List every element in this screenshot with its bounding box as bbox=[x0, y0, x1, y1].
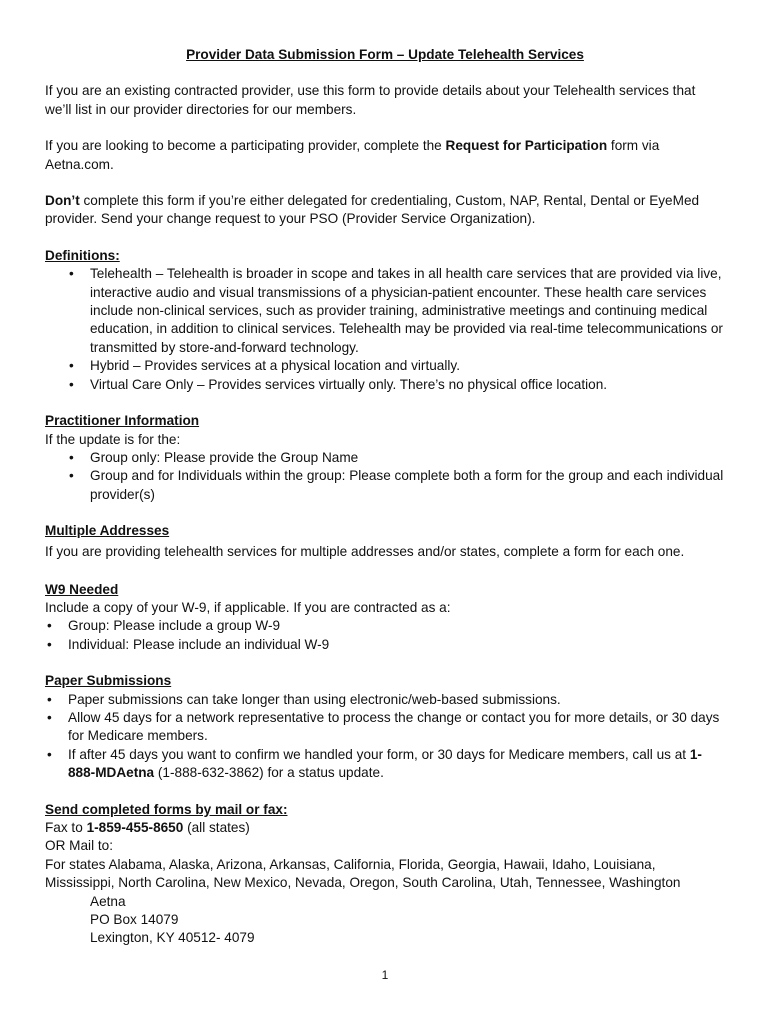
request-for-participation-link: Request for Participation bbox=[445, 138, 608, 154]
bullet-icon: • bbox=[47, 618, 52, 634]
list-item bbox=[45, 617, 725, 635]
list-item bbox=[45, 709, 725, 746]
bullet-icon: • bbox=[69, 358, 74, 374]
dont-text: complete this form if you’re either delegated for credentialing, Custom, NAP, Rental, Dental or EyeMed provider. Send your change request to your PSO (Provider Service Organization). bbox=[45, 193, 700, 227]
list-item bbox=[45, 265, 725, 357]
page-number: 1 bbox=[381, 968, 389, 982]
list-item bbox=[45, 746, 725, 783]
intro-paragraph-existing: If you are an existing contracted provider, use this form to provide details about your Telehealth services that we’ll list in our provider directories for our members. bbox=[45, 83, 696, 117]
list-item bbox=[45, 467, 725, 504]
list-item bbox=[45, 357, 725, 375]
bullet-icon: • bbox=[47, 746, 52, 762]
practitioner-intro: If the update is for the: bbox=[45, 431, 181, 447]
address-line-po-box: PO Box 14079 bbox=[90, 912, 179, 928]
participate-text-before: If you are looking to become a participating provider, complete the bbox=[45, 138, 446, 154]
w9-heading: W9 Needed bbox=[45, 581, 119, 597]
practitioner-group-individuals: Group and for Individuals within the group: Please complete both a form for the group and each individual provider(s) bbox=[90, 468, 724, 502]
w9-intro: Include a copy of your W-9, if applicable. If you are contracted as a: bbox=[45, 599, 451, 615]
participate-text-after: form via Aetna.com. bbox=[45, 138, 660, 172]
bullet-icon: • bbox=[69, 266, 74, 282]
address-line-city: Lexington, KY 40512- 4079 bbox=[90, 930, 255, 946]
definition-virtual: Virtual Care Only – Provides services virtually only. There’s no physical office location. bbox=[90, 376, 608, 392]
page-title: Provider Data Submission Form – Update Telehealth Services bbox=[186, 47, 584, 62]
phone-mdaetna: 1-888-MDAetna bbox=[68, 746, 702, 781]
practitioner-group-only: Group only: Please provide the Group Name bbox=[90, 449, 359, 465]
w9-list bbox=[45, 617, 725, 654]
states-list-text: For states Alabama, Alaska, Arizona, Arkansas, California, Florida, Georgia, Hawaii, Idaho, Louisiana, Mississippi, North Carolina, New Mexico, Nevada, Oregon, South Carolina, Utah, Tennessee, Washington bbox=[45, 856, 681, 891]
address-line-name: Aetna bbox=[90, 893, 126, 909]
fax-text-before: Fax to bbox=[45, 820, 87, 835]
definition-telehealth: Telehealth – Telehealth is broader in scope and takes in all health care services that are provided via live, interactive audio and visual transmissions of a physician-patient encounter. These health care services include non-clinical services, such as provider training, administrative meetings and continuing medical education, in addition to clinical services. Telehealth may be provided via real-time telecommunications or transmitted by store-and-forward technology. bbox=[90, 266, 723, 355]
document-page bbox=[45, 46, 725, 948]
bullet-icon: • bbox=[47, 691, 52, 707]
multiple-addresses-heading: Multiple Addresses bbox=[45, 523, 170, 539]
intro-paragraph-participate bbox=[45, 137, 725, 174]
bullet-icon: • bbox=[47, 636, 52, 652]
paper-item-longer: Paper submissions can take longer than using electronic/web-based submissions. bbox=[68, 691, 561, 707]
bullet-icon: • bbox=[47, 709, 52, 725]
list-item bbox=[45, 691, 725, 709]
list-item bbox=[45, 636, 725, 654]
w9-group: Group: Please include a group W-9 bbox=[68, 618, 281, 634]
send-forms-heading: Send completed forms by mail or fax: bbox=[45, 801, 288, 817]
paper-item-allow-days: Allow 45 days for a network representative to process the change or contact you for more details, or 30 days for Medicare members. bbox=[68, 709, 720, 744]
w9-individual: Individual: Please include an individual W-9 bbox=[68, 636, 330, 652]
fax-number: 1-859-455-8650 bbox=[86, 820, 184, 835]
definitions-list bbox=[45, 265, 725, 394]
multiple-addresses-text: If you are providing telehealth services for multiple addresses and/or states, complete a form for each one. bbox=[45, 543, 685, 559]
paper-item-confirm-after: (1-888-632-3862) for a status update. bbox=[154, 765, 384, 781]
fax-text-after: (all states) bbox=[183, 820, 250, 835]
definition-hybrid: Hybrid – Provides services at a physical location and virtually. bbox=[90, 358, 460, 374]
paper-submissions-heading: Paper Submissions bbox=[45, 673, 172, 689]
dont-emphasis: Don’t bbox=[45, 193, 80, 209]
bullet-icon: • bbox=[69, 376, 74, 392]
definitions-heading: Definitions: bbox=[45, 247, 120, 263]
list-item bbox=[45, 449, 725, 467]
or-mail-line: OR Mail to: bbox=[45, 838, 113, 854]
paper-item-confirm-before: If after 45 days you want to confirm we handled your form, or 30 days for Medicare members, call us at bbox=[68, 746, 690, 762]
practitioner-heading: Practitioner Information bbox=[45, 413, 200, 429]
bullet-icon: • bbox=[69, 449, 74, 465]
intro-paragraph-dont bbox=[45, 192, 725, 229]
practitioner-list bbox=[45, 449, 725, 504]
list-item bbox=[45, 376, 725, 394]
bullet-icon: • bbox=[69, 468, 74, 484]
paper-submissions-list bbox=[45, 691, 725, 783]
fax-line bbox=[45, 819, 725, 837]
